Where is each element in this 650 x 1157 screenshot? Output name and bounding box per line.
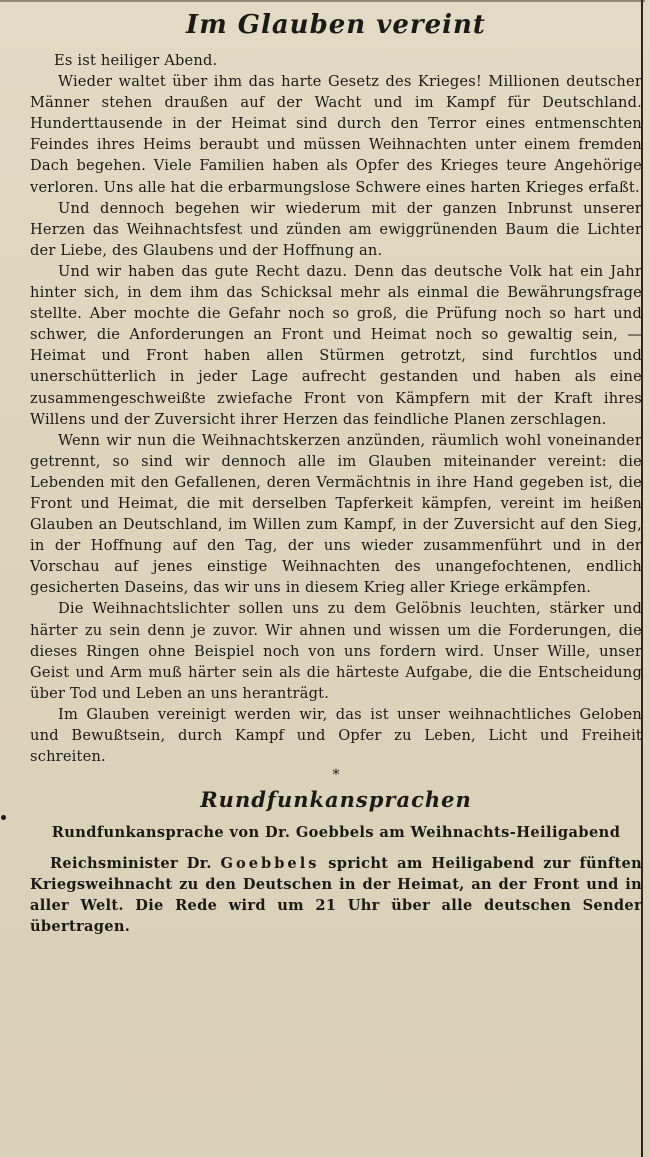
radio-notice-name: Goebbels (220, 855, 320, 873)
article-paragraph-7: Im Glauben vereinigt werden wir, das ist unser weihnachtliches Geloben und Bewußtsein, durch Kampf und Opfer zu Leben, Licht und Freiheit schreiten. (30, 705, 642, 766)
radio-notice-rest: spricht am Heiligabend zur fünften Kriegsweihnacht zu den Deutschen in der Heimat, an der Front und in aller Welt. Die Rede wird um 21 Uhr über alle deutschen Sender übertragen. (30, 855, 642, 936)
article-paragraph-2: Wieder waltet über ihm das harte Gesetz des Krieges! Millionen deutscher Männer stehen draußen auf der Wacht und im Kampf für Deutschland. Hunderttausende in der Heimat sind durch den Terror eines entmenschten Feindes ihres Heims beraubt und müssen Weihnachten unter einem fremden Dach begehen. Viele Familien haben als Opfer des Krieges teure Angehörige verloren. Uns alle hat die erbarmungslose Schwere eines harten Krieges erfaßt. (30, 73, 642, 196)
article-paragraph-3: Und dennoch begehen wir wiederum mit der ganzen Inbrunst unserer Herzen das Weihnachtsfest und zünden am ewiggrünenden Baum die Lichter der Liebe, des Glaubens und der Hoffnung an. (30, 199, 642, 259)
article-paragraph-1: Es ist heiliger Abend. (54, 52, 218, 69)
article-paragraph-4: Und wir haben das gute Recht dazu. Denn das deutsche Volk hat ein Jahr hinter sich, in dem ihm das Schicksal mehr als einmal die Bewährungsfrage stellte. Aber mochte die Gefahr noch so groß, die Prüfung noch so hart und schwer, die Anforderungen an Front und Heimat noch so gewaltig sein, — Heimat und Front haben allen Stürmen getrotzt, sind furchtlos und unerschütterlich in jeder Lage aufrecht gestanden und haben als eine zusammengeschweißte zwiefache Front von Kämpfern mit der Kraft ihres Willens und der Zuversicht ihrer Herzen das feindliche Planen zerschlagen. (30, 262, 642, 428)
article-body (30, 50, 642, 767)
section-separator: * (332, 767, 340, 784)
article-paragraph-6: Die Weihnachtslichter sollen uns zu dem Gelöbnis leuchten, stärker und härter zu sein denn je zuvor. Wir ahnen und wissen um die Forderungen, die dieses Ringen ohne Beispiel noch von uns fordern wird. Unser Wille, unser Geist und Arm muß härter sein als die härteste Aufgabe, die die Entscheidung über Tod und Leben an uns heranträgt. (30, 600, 642, 702)
radio-notice (30, 853, 642, 937)
article-paragraph-5: Wenn wir nun die Weihnachtskerzen anzünden, räumlich wohl voneinander getrennt, so sind wir dennoch alle im Glauben miteinander vereint: die Lebenden mit den Gefallenen, deren Vermächtnis in ihre Hand gegeben ist, die Front und Heimat, die mit derselben Tapferkeit kämpfen, vereint im heißen Glauben an Deutschland, im Willen zum Kampf, in der Zuversicht auf den Sieg, in der Hoffnung auf den Tag, der uns wieder zusammenführt und in der Vorschau auf jenes einstige Weihnachten des unangefochtenen, endlich gesicherten Daseins, das wir uns in diesem Krieg aller Kriege erkämpfen. (30, 431, 642, 597)
top-rule (0, 0, 645, 2)
radio-subtitle: Rundfunkansprache von Dr. Goebbels am Weihnachts-Heiligabend (51, 824, 621, 842)
margin-mark (1, 815, 6, 820)
section-title-radio: Rundfunkansprachen (200, 787, 472, 813)
article-column (30, 10, 642, 937)
article-title: Im Glauben vereint (186, 10, 486, 40)
radio-notice-prefix: Reichsminister Dr. (50, 855, 221, 873)
